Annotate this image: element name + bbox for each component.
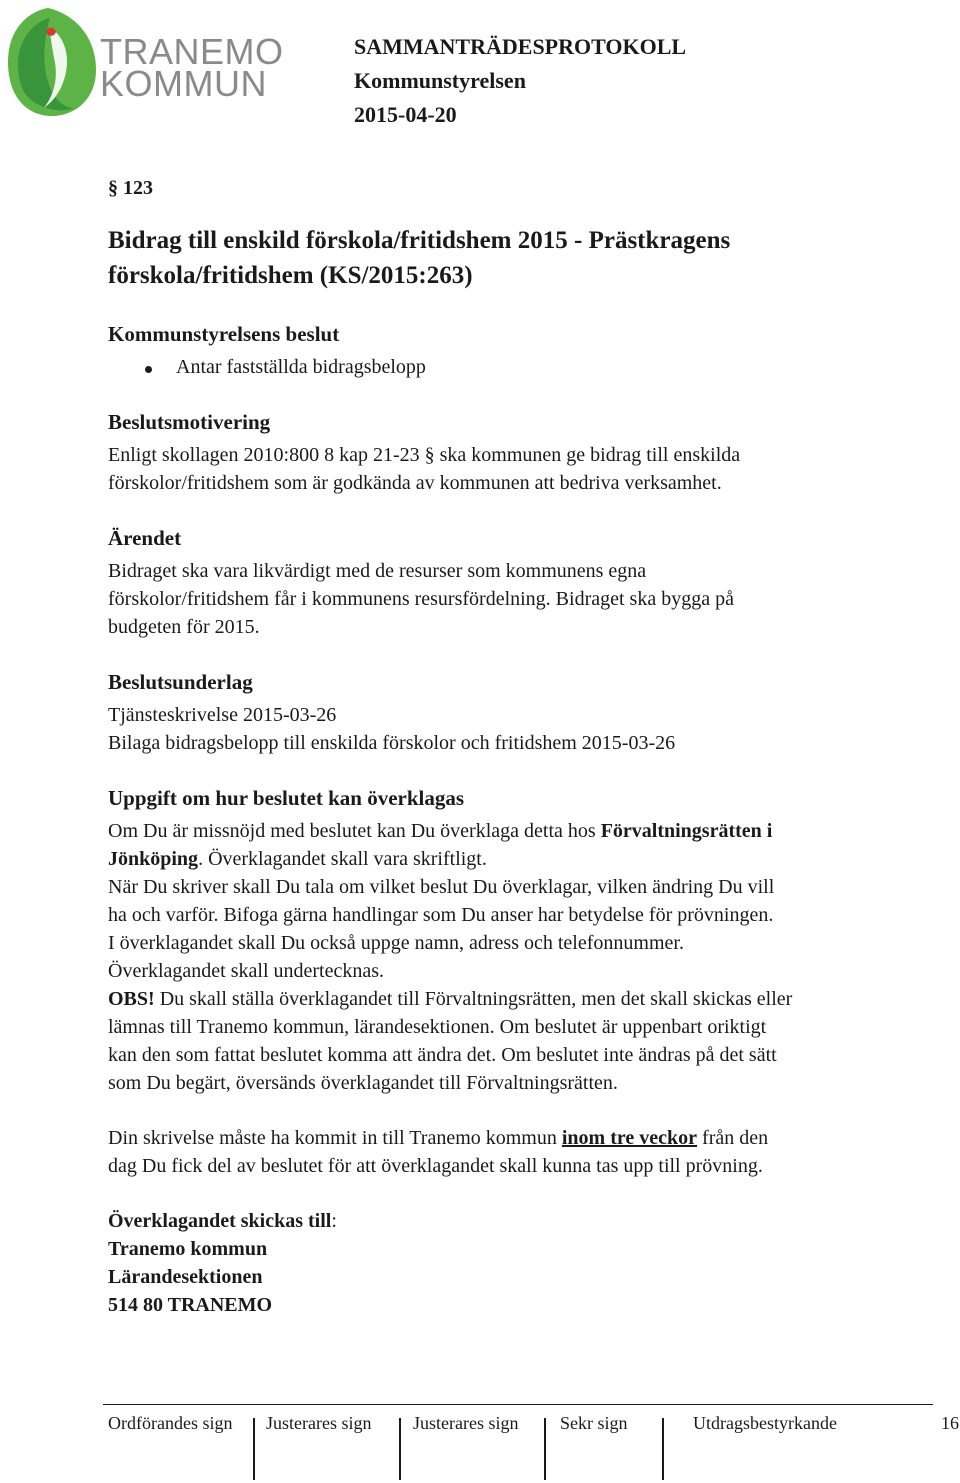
basis-heading: Beslutsunderlag — [108, 670, 253, 694]
matter-line: Bidraget ska vara likvärdigt med de resurser som kommunens egna — [108, 560, 647, 582]
matter-line: förskolor/fritidshem får i kommunens resursfördelning. Bidraget ska bygga på — [108, 588, 734, 610]
page-number: 16 — [941, 1413, 959, 1433]
page-title-line-2: förskola/fritidshem (KS/2015:263) — [108, 262, 473, 289]
obs-line: som Du begärt, översänds överklagandet till Förvaltningsrätten. — [108, 1072, 618, 1094]
basis-line: Bilaga bidragsbelopp till enskilda förskolor och fritidshem 2015-03-26 — [108, 732, 676, 754]
deadline-text: Din skrivelse måste ha kommit in till Tranemo kommun — [108, 1127, 562, 1149]
bullet-icon — [145, 366, 152, 373]
signature-label: Sekr sign — [560, 1413, 628, 1433]
address-colon: : — [331, 1210, 337, 1232]
address-line: 514 80 TRANEMO — [108, 1294, 273, 1316]
deadline-emphasis: inom tre veckor — [561, 1127, 698, 1149]
matter-line: budgeten för 2015. — [108, 616, 260, 638]
obs-line — [108, 988, 792, 1011]
court-name: Förvaltningsrätten i — [600, 820, 773, 842]
obs-text: Du skall ställa överklagandet till Förvaltningsrätten, men det skall skickas eller — [154, 988, 793, 1010]
paragraph-number: § 123 — [108, 177, 153, 199]
appeal-line: I överklagandet skall Du också uppge namn, adress och telefonnummer. — [108, 932, 684, 954]
address-line: Lärandesektionen — [108, 1266, 263, 1288]
deadline-line: dag Du fick del av beslutet för att överklagandet skall kunna tas upp till prövning. — [108, 1155, 763, 1177]
signature-separator — [399, 1418, 401, 1480]
address-label-line — [108, 1210, 337, 1233]
committee-name: Kommunstyrelsen — [354, 68, 526, 93]
decision-item: Antar fastställda bidragsbelopp — [176, 356, 426, 378]
address-line: Tranemo kommun — [108, 1238, 268, 1260]
deadline-line — [108, 1127, 768, 1150]
obs-line: kan den som fattat beslutet komma att ändra det. Om beslutet inte ändras på det sätt — [108, 1044, 777, 1066]
deadline-text: från den — [697, 1127, 769, 1149]
paragraph-number-value: 123 — [123, 177, 153, 199]
footer-divider — [103, 1404, 933, 1405]
signature-label: Justerares sign — [413, 1413, 519, 1433]
address-label: Överklagandet skickas till — [108, 1210, 332, 1232]
page-title-line-1: Bidrag till enskild förskola/fritidshem 2015 - Prästkragens — [108, 227, 731, 254]
meeting-date: 2015-04-20 — [354, 102, 457, 127]
logo-line-2: KOMMUN — [100, 63, 267, 104]
appeal-text: . Överklagandet skall vara skriftligt. — [198, 848, 487, 870]
signature-label: Ordförandes sign — [108, 1413, 233, 1433]
court-city: Jönköping — [108, 848, 199, 870]
signature-separator — [544, 1418, 546, 1480]
matter-heading: Ärendet — [108, 526, 182, 550]
motivation-line: förskolor/fritidshem som är godkända av kommunen att bedriva verksamhet. — [108, 472, 722, 494]
logo-wordmark — [100, 31, 284, 104]
appeal-text: Om Du är missnöjd med beslutet kan Du överklaga detta hos — [108, 820, 601, 842]
motivation-heading: Beslutsmotivering — [108, 410, 271, 434]
appeal-line: Överklagandet skall undertecknas. — [108, 960, 385, 982]
signature-label: Utdragsbestyrkande — [693, 1413, 837, 1433]
obs-line: lämnas till Tranemo kommun, lärandesektionen. Om beslutet är uppenbart oriktigt — [108, 1016, 767, 1038]
appeal-heading: Uppgift om hur beslutet kan överklagas — [108, 786, 465, 810]
signature-label: Justerares sign — [266, 1413, 372, 1433]
signature-separator — [662, 1418, 664, 1480]
appeal-line — [108, 820, 772, 843]
motivation-line: Enligt skollagen 2010:800 8 kap 21-23 § ska kommunen ge bidrag till enskilda — [108, 444, 741, 466]
decision-heading: Kommunstyrelsens beslut — [108, 322, 340, 346]
logo-line-1: TRANEMO — [100, 31, 284, 72]
signature-separator — [253, 1418, 255, 1480]
appeal-line — [108, 848, 487, 871]
appeal-line: ha och varför. Bifoga gärna handlingar som Du anser har betydelse för prövningen. — [108, 904, 774, 926]
obs-label: OBS! — [108, 988, 155, 1010]
appeal-line: När Du skriver skall Du tala om vilket beslut Du överklagar, vilken ändring Du vill — [108, 876, 775, 898]
doc-type: SAMMANTRÄDESPROTOKOLL — [354, 34, 687, 59]
basis-line: Tjänsteskrivelse 2015-03-26 — [108, 704, 337, 726]
